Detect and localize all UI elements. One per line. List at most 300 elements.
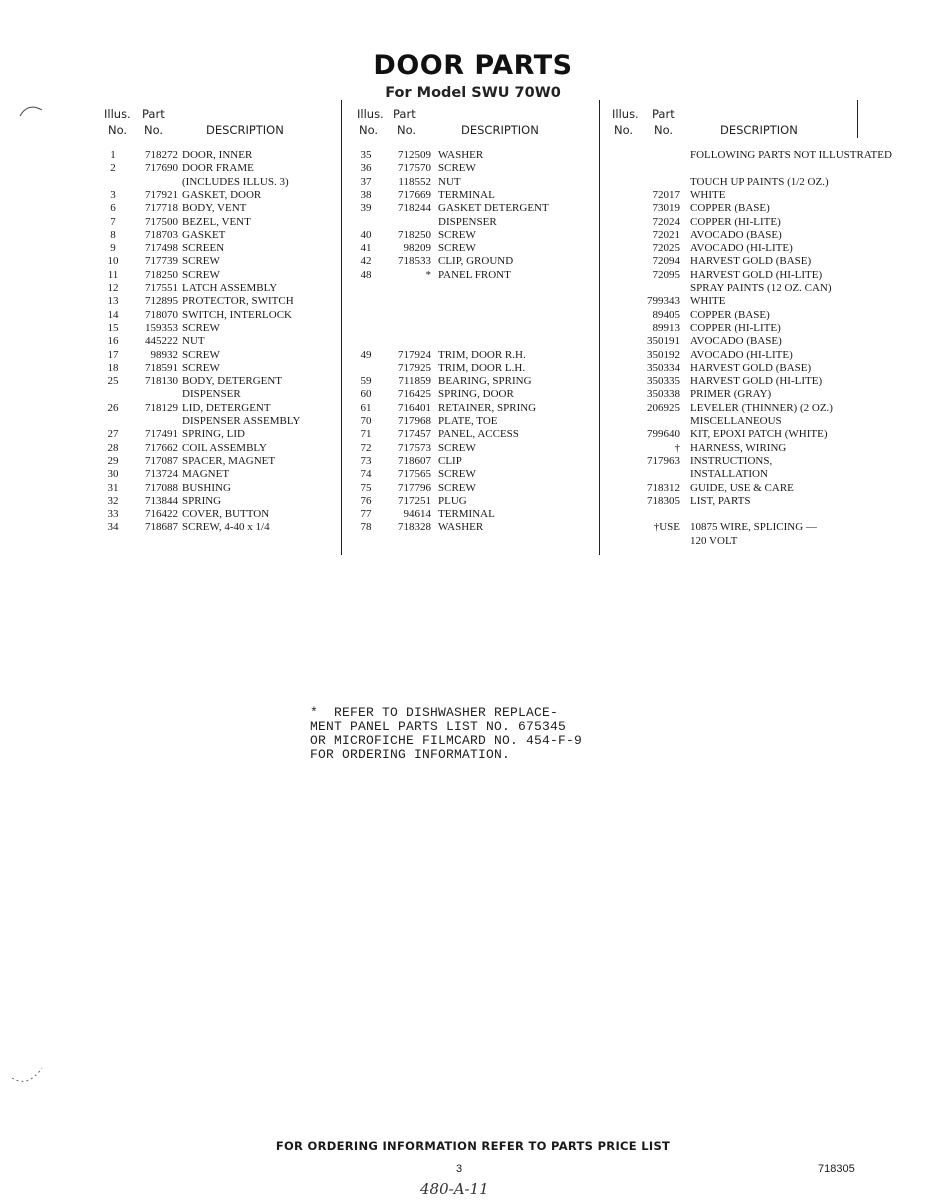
part-number: 717565: [398, 468, 431, 481]
parts-row: [612, 255, 862, 268]
part-number: 718591: [145, 361, 178, 374]
illus-label: Illus.: [357, 107, 384, 121]
part-number: 711859: [398, 375, 431, 388]
parts-row: [612, 282, 862, 295]
part-number: 718703: [145, 228, 178, 241]
part-number: 712509: [398, 149, 431, 161]
parts-row: [357, 295, 597, 308]
part-description: TRIM, DOOR R.H.: [438, 348, 526, 361]
parts-row: [612, 229, 862, 242]
illus-number: 14: [107, 308, 119, 321]
part-number: †: [674, 441, 680, 454]
illus-label: Illus.: [612, 107, 639, 121]
part-description: SCREW: [438, 242, 476, 255]
part-number: 717457: [398, 428, 431, 441]
part-number: †USE: [653, 521, 680, 534]
part-description: PLUG: [438, 494, 467, 507]
part-description: GASKET: [182, 228, 226, 241]
part-number: 718533: [398, 255, 431, 268]
part-description: COPPER (HI-LITE): [690, 321, 781, 334]
illus-number: 28: [107, 441, 119, 454]
parts-row: [104, 255, 336, 268]
parts-row: [357, 202, 597, 215]
parts-row: [104, 162, 336, 175]
parts-row: [612, 428, 862, 441]
parts-row: [104, 202, 336, 215]
column-header: [612, 105, 862, 139]
parts-row: [104, 402, 336, 415]
part-description: AVOCADO (BASE): [690, 228, 782, 241]
part-description: SCREW: [182, 321, 220, 334]
description-label: DESCRIPTION: [461, 123, 539, 137]
illus-no-label: No.: [359, 123, 379, 137]
parts-row: [357, 229, 597, 242]
part-number: 717087: [145, 454, 178, 467]
handwritten-note: 480-A-11: [420, 1180, 489, 1198]
part-description: SCREEN: [182, 242, 225, 255]
part-number: 718070: [145, 308, 178, 321]
parts-row: [612, 402, 862, 415]
illus-number: 25: [107, 375, 119, 388]
parts-row: [357, 322, 597, 335]
illus-number: 10: [107, 255, 119, 268]
part-description: HARVEST GOLD (BASE): [690, 361, 812, 374]
illus-number: 78: [360, 521, 372, 534]
parts-row: [104, 309, 336, 322]
parts-row: [612, 202, 862, 215]
illus-number: 6: [110, 202, 116, 215]
parts-row: [357, 282, 597, 295]
part-number: 350338: [647, 388, 680, 401]
parts-row: [357, 415, 597, 428]
part-number: 717925: [398, 361, 431, 374]
illus-number: 1: [110, 149, 116, 161]
parts-row: [357, 189, 597, 202]
illus-number: 40: [360, 228, 372, 241]
part-description: WASHER: [438, 149, 484, 161]
part-description: WHITE: [690, 295, 726, 308]
parts-row: [357, 468, 597, 481]
parts-row: [357, 176, 597, 189]
part-number: 717500: [145, 215, 178, 228]
illus-number: 35: [360, 149, 372, 161]
part-description: SPRING, LID: [182, 428, 245, 441]
part-number: 717796: [398, 481, 431, 494]
scan-mark: [8, 1060, 48, 1090]
ordering-footer: FOR ORDERING INFORMATION REFER TO PARTS PRICE LIST: [275, 1139, 671, 1153]
parts-row: [612, 468, 862, 481]
parts-row: [104, 495, 336, 508]
parts-row: [357, 349, 597, 362]
illus-number: 60: [360, 388, 372, 401]
part-description: SPRING, DOOR: [438, 388, 514, 401]
part-description: DISPENSER: [182, 388, 241, 401]
part-description: COVER, BUTTON: [182, 508, 270, 521]
parts-row: [612, 388, 862, 401]
part-description: GUIDE, USE & CARE: [690, 481, 794, 494]
illus-number: 27: [107, 428, 119, 441]
part-number: 717573: [398, 441, 431, 454]
part-description: WHITE: [690, 188, 726, 201]
part-number: 350192: [647, 348, 680, 361]
part-description: BODY, DETERGENT: [182, 375, 283, 388]
part-description: WASHER: [438, 521, 484, 534]
part-description: NUT: [182, 335, 205, 348]
parts-row: [357, 335, 597, 348]
part-label: Part: [652, 107, 675, 121]
part-description: SCREW: [438, 162, 476, 175]
parts-row: [104, 242, 336, 255]
parts-row: [104, 335, 336, 348]
part-description: (INCLUDES ILLUS. 3): [182, 175, 289, 188]
illus-number: 48: [360, 268, 372, 281]
part-description: TRIM, DOOR L.H.: [438, 361, 526, 374]
part-number: 445222: [145, 335, 178, 348]
parts-row: [612, 455, 862, 468]
part-description: LID, DETERGENT: [182, 401, 271, 414]
parts-row: [104, 176, 336, 189]
part-description: COPPER (BASE): [690, 202, 770, 215]
illus-number: 8: [110, 228, 116, 241]
part-description: PANEL, ACCESS: [438, 428, 519, 441]
part-number: 717662: [145, 441, 178, 454]
parts-row: [357, 309, 597, 322]
part-description: SCREW: [182, 255, 220, 268]
part-number: 718328: [398, 521, 431, 534]
column-divider: [857, 100, 858, 138]
part-number: 713724: [145, 468, 178, 481]
part-number: 72024: [652, 215, 680, 228]
panel-reference-note: * REFER TO DISHWASHER REPLACE- MENT PANEL PARTS LIST NO. 675345 OR MICROFICHE FILMCARD NO. 454-F-9 FOR ORDERING INFORMATION.: [310, 705, 583, 762]
parts-row: [104, 322, 336, 335]
parts-row: [357, 216, 597, 229]
scan-mark: [18, 100, 48, 120]
illus-number: 77: [360, 508, 372, 521]
part-description: PROTECTOR, SWITCH: [182, 295, 294, 308]
illus-number: 16: [107, 335, 119, 348]
parts-row: [357, 362, 597, 375]
part-description: LIST, PARTS: [690, 494, 751, 507]
part-number: 718130: [145, 375, 178, 388]
illus-number: 74: [360, 468, 372, 481]
part-number: 118552: [398, 175, 431, 188]
part-number: 717088: [145, 481, 178, 494]
part-number: 350191: [647, 335, 680, 348]
part-number: 94614: [403, 508, 431, 521]
illus-number: 38: [360, 188, 372, 201]
part-number: 717669: [398, 188, 431, 201]
illus-number: 75: [360, 481, 372, 494]
part-description: HARVEST GOLD (HI-LITE): [690, 375, 823, 388]
part-description: GASKET DETERGENT: [438, 202, 549, 215]
illus-number: 73: [360, 454, 372, 467]
part-description: SWITCH, INTERLOCK: [182, 308, 292, 321]
parts-row: [357, 508, 597, 521]
illus-number: 61: [360, 401, 372, 414]
part-number: 717498: [145, 242, 178, 255]
parts-row: [612, 242, 862, 255]
part-description: SCREW, 4-40 x 1/4: [182, 521, 270, 534]
parts-row: [104, 349, 336, 362]
part-description: BEZEL, VENT: [182, 215, 251, 228]
part-description: INSTALLATION: [690, 468, 768, 481]
part-number: 718607: [398, 454, 431, 467]
part-description: SCREW: [182, 268, 220, 281]
part-description: AVOCADO (BASE): [690, 335, 782, 348]
illus-number: 30: [107, 468, 119, 481]
part-number: 717963: [647, 454, 680, 467]
parts-row: [357, 442, 597, 455]
part-description: LEVELER (THINNER) (2 OZ.): [690, 401, 833, 414]
part-description: HARNESS, WIRING: [690, 441, 787, 454]
column-divider: [341, 100, 342, 555]
parts-row: [612, 149, 892, 162]
parts-row: [104, 508, 336, 521]
part-number: 716425: [398, 388, 431, 401]
part-number: 72021: [652, 228, 680, 241]
part-description: DOOR, INNER: [182, 149, 253, 161]
part-description: SCREW: [182, 348, 220, 361]
part-description: BODY, VENT: [182, 202, 247, 215]
part-number: 799343: [647, 295, 680, 308]
part-number: 717551: [145, 282, 178, 294]
description-label: DESCRIPTION: [720, 123, 798, 137]
part-no-label: No.: [654, 123, 674, 137]
parts-row: [612, 295, 862, 308]
part-number: 716401: [398, 401, 431, 414]
parts-row: [612, 362, 862, 375]
parts-row: [104, 229, 336, 242]
illus-number: 76: [360, 494, 372, 507]
parts-row: [357, 521, 597, 534]
parts-row: [612, 335, 862, 348]
illus-number: 42: [360, 255, 372, 268]
part-description: LATCH ASSEMBLY: [182, 282, 278, 294]
page-number: 3: [456, 1163, 463, 1175]
part-number: 72017: [652, 188, 680, 201]
parts-row: [612, 482, 862, 495]
illus-number: 36: [360, 162, 372, 175]
parts-row: [612, 375, 862, 388]
part-description: SCREW: [438, 228, 476, 241]
part-description: 120 VOLT: [690, 534, 738, 547]
parts-row: [104, 415, 336, 428]
part-description: AVOCADO (HI-LITE): [690, 348, 793, 361]
part-number: 717739: [145, 255, 178, 268]
illus-number: 59: [360, 375, 372, 388]
part-label: Part: [142, 107, 165, 121]
part-number: 73019: [652, 202, 680, 215]
parts-row: [612, 269, 862, 282]
part-description: SPRAY PAINTS (12 OZ. CAN): [690, 282, 832, 294]
part-description: CLIP: [438, 454, 462, 467]
part-number: 799640: [647, 428, 680, 441]
document-number: 718305: [818, 1163, 855, 1175]
part-number: 717718: [145, 202, 178, 215]
part-number: 98209: [403, 242, 431, 255]
parts-column-3: [612, 105, 892, 547]
illus-number: 70: [360, 415, 372, 427]
column-header: [357, 105, 597, 139]
parts-row: [612, 189, 862, 202]
part-description: BUSHING: [182, 481, 231, 494]
parts-row: [612, 216, 862, 229]
illus-label: Illus.: [104, 107, 131, 121]
illus-number: 7: [110, 215, 116, 228]
parts-row: [357, 255, 597, 268]
parts-row: [357, 428, 597, 441]
part-description: HARVEST GOLD (BASE): [690, 255, 812, 268]
parts-row: [612, 162, 862, 175]
parts-row: [357, 162, 597, 175]
part-number: 718244: [398, 202, 431, 215]
part-number: 72025: [652, 242, 680, 255]
part-number: 717690: [145, 162, 178, 175]
illus-number: 33: [107, 508, 119, 521]
part-description: TERMINAL: [438, 508, 495, 521]
part-number: *: [425, 268, 431, 281]
part-description: DOOR FRAME: [182, 162, 254, 175]
part-number: 718250: [145, 268, 178, 281]
illus-number: 3: [110, 188, 116, 201]
illus-number: 41: [360, 242, 372, 255]
illus-number: 34: [107, 521, 119, 534]
part-number: 717921: [145, 188, 178, 201]
parts-row: [104, 295, 336, 308]
illus-number: 18: [107, 361, 119, 374]
illus-number: 49: [360, 348, 372, 361]
part-description: MAGNET: [182, 468, 230, 481]
part-number: 350335: [647, 375, 680, 388]
parts-row: [357, 149, 597, 162]
illus-number: 12: [107, 282, 119, 294]
part-description: DISPENSER: [438, 215, 497, 228]
parts-row: [104, 149, 336, 162]
parts-row: [612, 535, 862, 548]
parts-row: [104, 442, 336, 455]
parts-row: [612, 415, 862, 428]
part-description: INSTRUCTIONS,: [690, 454, 773, 467]
part-number: 718687: [145, 521, 178, 534]
part-number: 716422: [145, 508, 178, 521]
parts-row: [612, 176, 862, 189]
parts-row: [104, 455, 336, 468]
part-description: SCREW: [182, 361, 220, 374]
parts-row: [104, 362, 336, 375]
part-number: 159353: [145, 321, 178, 334]
parts-row: [357, 402, 597, 415]
part-description: CLIP, GROUND: [438, 255, 514, 268]
part-description: AVOCADO (HI-LITE): [690, 242, 793, 255]
parts-row: [104, 521, 336, 534]
part-number: 89913: [652, 321, 680, 334]
parts-row: [104, 375, 336, 388]
part-number: 718312: [647, 481, 680, 494]
illus-number: 32: [107, 494, 119, 507]
part-number: 717491: [145, 428, 178, 441]
illus-number: 11: [107, 268, 119, 281]
illus-number: 29: [107, 454, 119, 467]
part-number: 718305: [647, 494, 680, 507]
parts-row: [612, 442, 862, 455]
part-number: 206925: [647, 401, 680, 414]
parts-row: [357, 269, 597, 282]
part-description: SCREW: [438, 468, 476, 481]
part-description: PRIMER (GRAY): [690, 388, 772, 401]
parts-row: [357, 388, 597, 401]
model-subtitle: For Model SWU 70W0: [385, 85, 561, 101]
parts-row: [357, 242, 597, 255]
part-number: 350334: [647, 361, 680, 374]
illus-number: 39: [360, 202, 372, 215]
illus-number: 13: [107, 295, 119, 308]
part-description: HARVEST GOLD (HI-LITE): [690, 268, 823, 281]
parts-row: [104, 468, 336, 481]
part-description: BEARING, SPRING: [438, 375, 532, 388]
illus-number: 31: [107, 481, 119, 494]
parts-row: [612, 508, 862, 521]
parts-row: [612, 322, 862, 335]
parts-row: [104, 388, 336, 401]
parts-row: [104, 482, 336, 495]
parts-row: [612, 495, 862, 508]
parts-row: [612, 521, 862, 534]
illus-number: 72: [360, 441, 372, 454]
parts-row: [612, 309, 862, 322]
column-divider: [599, 100, 600, 555]
part-description: COIL ASSEMBLY: [182, 441, 267, 454]
illus-number: 9: [110, 242, 116, 255]
part-description: KIT, EPOXI PATCH (WHITE): [690, 428, 828, 441]
illus-number: 26: [107, 401, 119, 414]
part-number: 718272: [145, 149, 178, 161]
illus-no-label: No.: [108, 123, 128, 137]
part-description: MISCELLANEOUS: [690, 415, 782, 427]
illus-number: 37: [360, 175, 372, 188]
part-label: Part: [393, 107, 416, 121]
part-description: TERMINAL: [438, 188, 495, 201]
part-description: NUT: [438, 175, 461, 188]
part-description: GASKET, DOOR: [182, 188, 262, 201]
part-number: 717924: [398, 348, 431, 361]
part-description: RETAINER, SPRING: [438, 401, 537, 414]
part-no-label: No.: [397, 123, 417, 137]
parts-row: [104, 269, 336, 282]
part-description: DISPENSER ASSEMBLY: [182, 415, 301, 427]
parts-rows: [612, 139, 892, 547]
description-label: DESCRIPTION: [206, 123, 284, 137]
parts-rows: [104, 139, 336, 534]
part-description: PANEL FRONT: [438, 268, 511, 281]
illus-number: 15: [107, 321, 119, 334]
column-header: [104, 105, 336, 139]
part-number: 718250: [398, 228, 431, 241]
part-number: 98932: [150, 348, 178, 361]
parts-row: [357, 495, 597, 508]
part-number: 712895: [145, 295, 178, 308]
parts-row: [104, 189, 336, 202]
part-description: COPPER (HI-LITE): [690, 215, 781, 228]
part-number: 713844: [145, 494, 178, 507]
parts-row: [357, 455, 597, 468]
parts-row: [357, 482, 597, 495]
part-description: COPPER (BASE): [690, 308, 770, 321]
page-title: DOOR PARTS: [373, 50, 573, 81]
part-description: 10875 WIRE, SPLICING —: [690, 521, 817, 534]
parts-column-1: [104, 105, 336, 534]
illus-number: 17: [107, 348, 119, 361]
parts-rows: [357, 139, 597, 534]
